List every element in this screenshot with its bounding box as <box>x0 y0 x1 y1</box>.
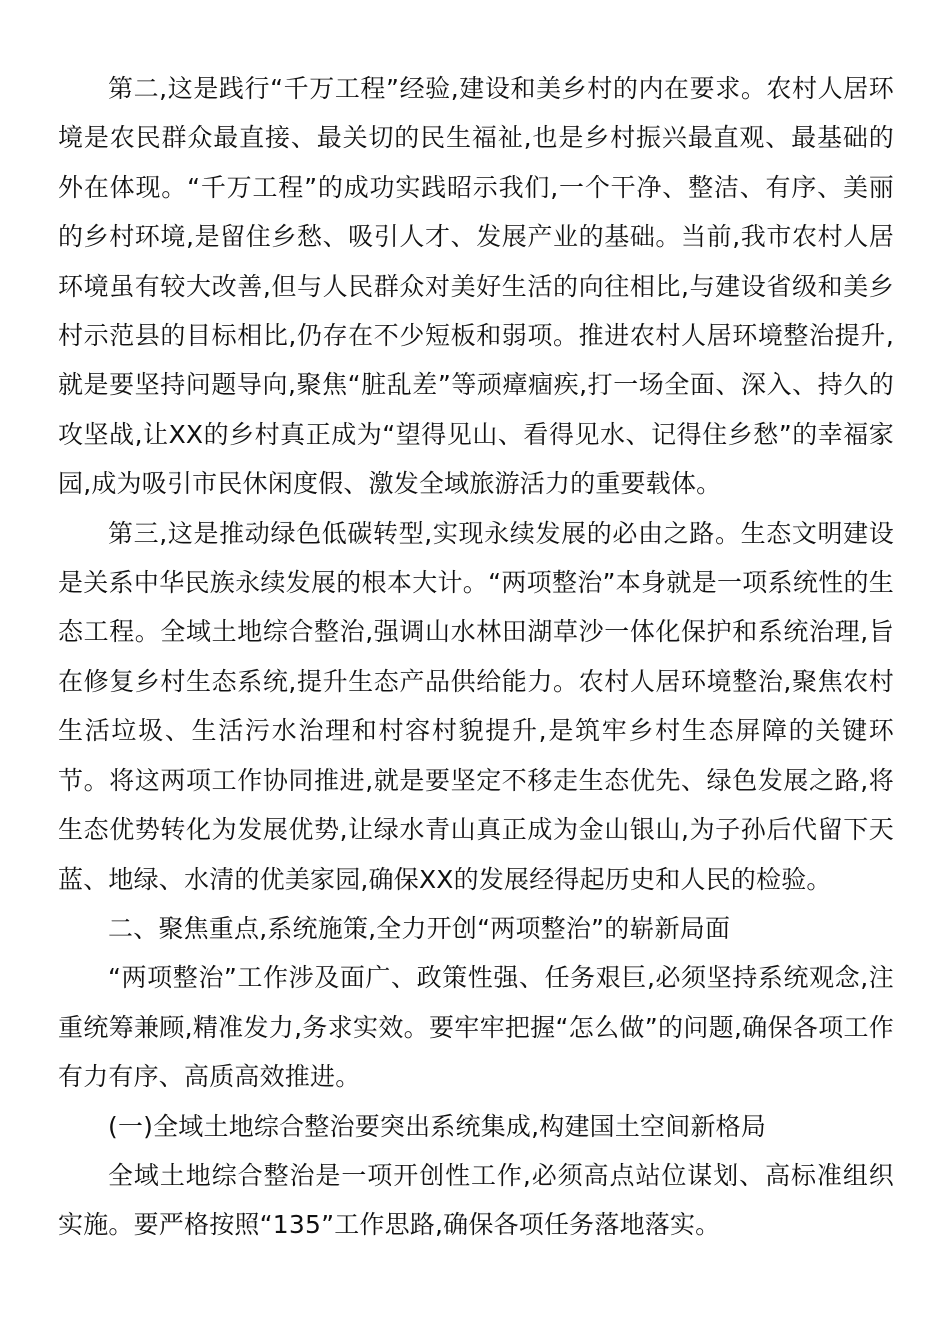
subsection-heading-one: (一)全域土地综合整治要突出系统集成,构建国土空间新格局 <box>108 1111 767 1141</box>
paragraph-section-two-intro: “两项整治”工作涉及面广、政策性强、任务艰巨,必须坚持系统观念,注重统筹兼顾,精准发力,务求实效。要牢牢把握“怎么做”的问题,确保各项工作有力有序、高质高效推进。 <box>58 963 894 1092</box>
paragraph-subsection-one-intro: 全域土地综合整治是一项开创性工作,必须高点站位谋划、高标准组织实施。要严格按照“135”工作思路,确保各项任务落地落实。 <box>58 1160 894 1240</box>
paragraph-third-point: 第三,这是推动绿色低碳转型,实现永续发展的必由之路。生态文明建设是关系中华民族永续发展的根本大计。“两项整治”本身就是一项系统性的生态工程。全域土地综合整治,强调山水林田湖草沙一体化保护和系统治理,旨在修复乡村生态系统,提升生态产品供给能力。农村人居环境整治,聚焦农村生活垃圾、生活污水治理和村容村貌提升,是筑牢乡村生态屏障的关键环节。将这两项工作协同推进,就是要坚定不移走生态优先、绿色发展之路,将生态优势转化为发展优势,让绿水青山真正成为金山银山,为子孙后代留下天蓝、地绿、水清的优美家园,确保XX的发展经得起历史和人民的检验。 <box>58 518 894 894</box>
section-heading-two: 二、聚焦重点,系统施策,全力开创“两项整治”的崭新局面 <box>108 913 731 943</box>
document-body <box>58 64 894 1250</box>
paragraph-second-point: 第二,这是践行“千万工程”经验,建设和美乡村的内在要求。农村人居环境是农民群众最直接、最关切的民生福祉,也是乡村振兴最直观、最基础的外在体现。“千万工程”的成功实践昭示我们,一个干净、整洁、有序、美丽的乡村环境,是留住乡愁、吸引人才、发展产业的基础。当前,我市农村人居环境虽有较大改善,但与人民群众对美好生活的向往相比,与建设省级和美乡村示范县的目标相比,仍存在不少短板和弱项。推进农村人居环境整治提升,就是要坚持问题导向,聚焦“脏乱差”等顽瘴痼疾,打一场全面、深入、持久的攻坚战,让XX的乡村真正成为“望得见山、看得见水、记得住乡愁”的幸福家园,成为吸引市民休闲度假、激发全域旅游活力的重要载体。 <box>58 74 894 499</box>
